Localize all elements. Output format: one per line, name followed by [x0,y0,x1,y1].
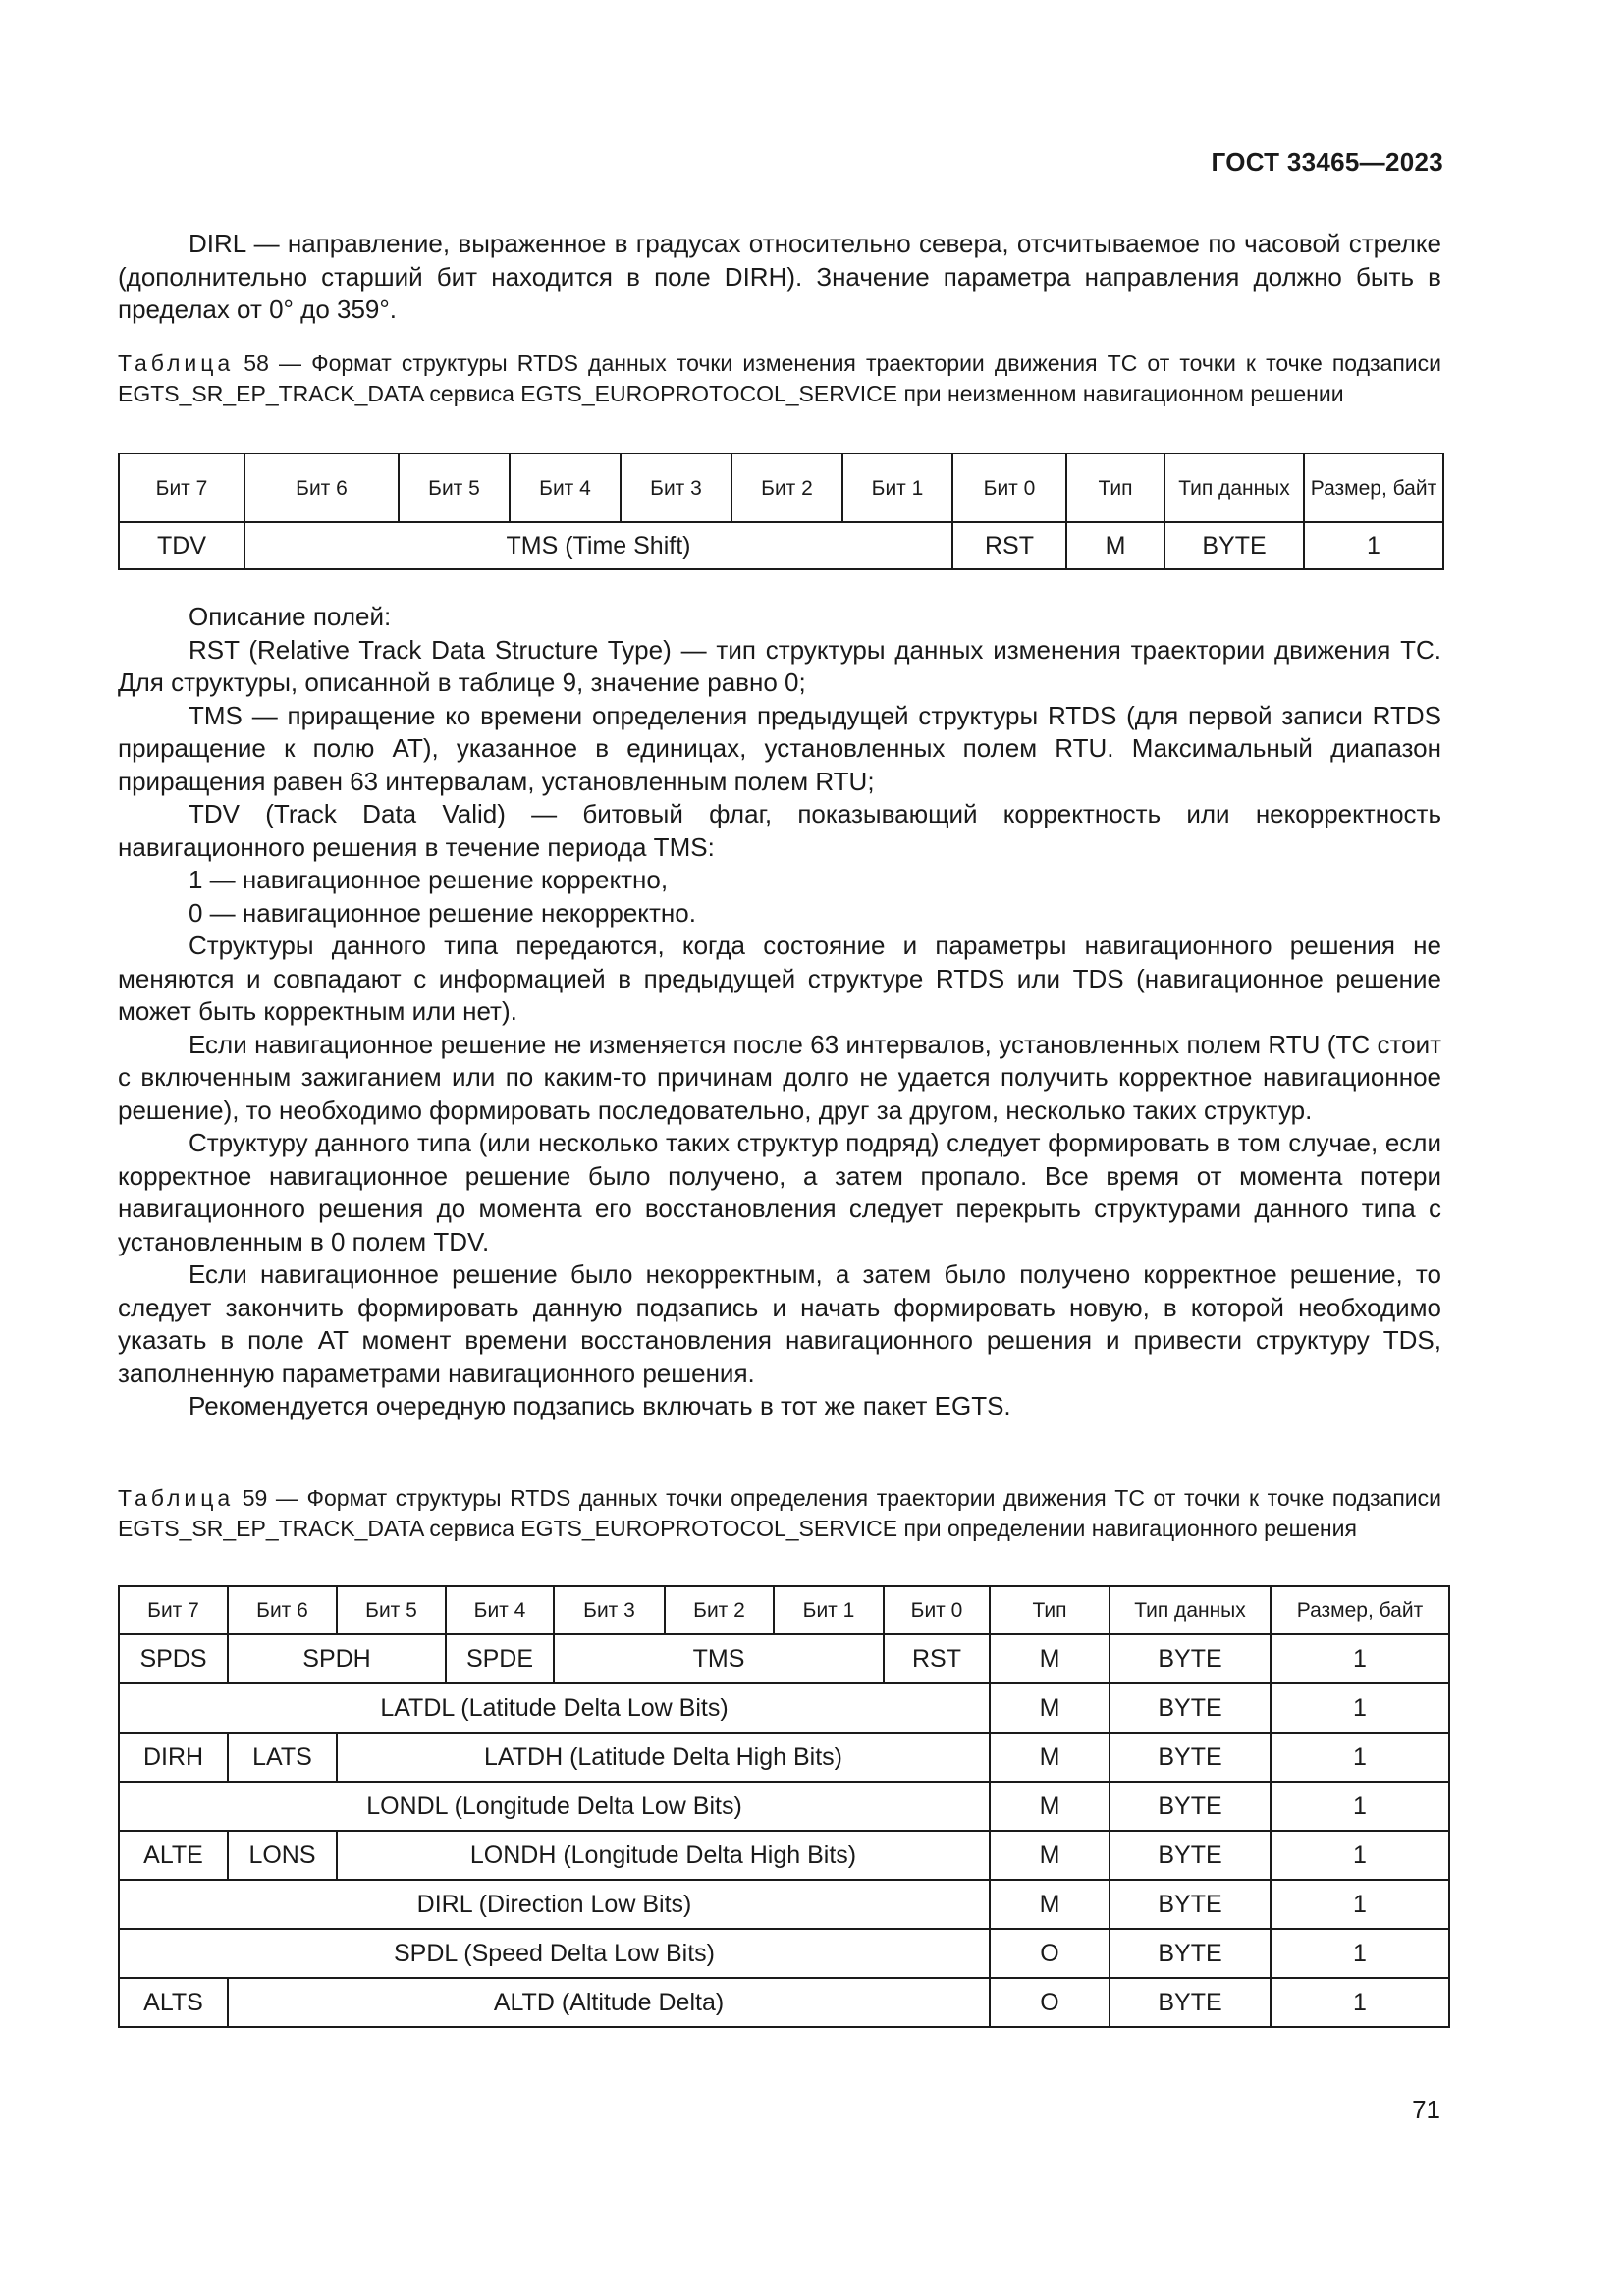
header-cell: Бит 7 [119,454,244,522]
cell-type: M [990,1782,1110,1831]
header-cell: Бит 1 [842,454,952,522]
cell-size: 1 [1271,1782,1449,1831]
header-cell: Тип [990,1586,1110,1634]
paragraph: RST (Relative Track Data Structure Type) — тип структуры данных изменения траектории движения ТС. Для структуры, описанной в таблице 9, значение равно 0; [118,634,1441,697]
header-cell: Бит 2 [665,1586,774,1634]
cell-dirh: DIRH [119,1733,228,1782]
header-cell: Бит 6 [228,1586,337,1634]
cell-data-type: BYTE [1110,1880,1271,1929]
table58-label: Таблица [118,350,235,376]
cell-data-type: BYTE [1110,1683,1271,1733]
intro-paragraph: DIRL — направление, выраженное в градусах относительно севера, отсчитываемое по часовой стрелке (дополнительно старший бит находится в поле DIRH). Значение параметра направления должно быть в пределах от 0° до 359°. [118,229,1441,324]
table59-caption [118,1483,1441,1543]
header-cell: Бит 5 [337,1586,446,1634]
header-cell: Тип данных [1110,1586,1271,1634]
header-cell: Тип [1066,454,1164,522]
table-row [119,522,1443,569]
cell-latdl: LATDL (Latitude Delta Low Bits) [119,1683,990,1733]
fields-description [118,601,1441,1423]
paragraph: Структуру данного типа (или несколько таких структур подряд) следует формировать в том случае, если корректное навигационное решение было получено, а затем пропало. Все время от момента потери навигационного решения до момента его восстановления следует перекрыть структурами данного типа с установленным в 0 полем TDV. [118,1128,1441,1256]
cell-dirl: DIRL (Direction Low Bits) [119,1880,990,1929]
cell-data-type: BYTE [1110,1831,1271,1880]
table-row [119,1929,1449,1978]
header-cell: Бит 3 [621,454,731,522]
cell-data-type: BYTE [1110,1929,1271,1978]
header-cell: Бит 4 [510,454,621,522]
cell-size: 1 [1271,1831,1449,1880]
cell-size: 1 [1271,1880,1449,1929]
paragraph: Если навигационное решение не изменяется после 63 интервалов, установленных полем RTU (ТС стоит с включенным зажиганием или по каким-то причинам долго не удается получить корректное навигационное решение), то необходимо формировать последовательно, друг за другом, несколько таких структур. [118,1029,1441,1125]
table58-caption-text: 58 — Формат структуры RTDS данных точки изменения траектории движения ТС от точки к точке подзаписи EGTS_SR_EP_TRACK_DATA сервиса EGTS_EUROPROTOCOL_SERVICE при неизменном навигационном решении [118,350,1441,406]
cell-size: 1 [1304,522,1443,569]
cell-bit7: TDV [119,522,244,569]
cell-type: O [990,1929,1110,1978]
table-row [119,1782,1449,1831]
cell-data-type: BYTE [1110,1733,1271,1782]
header-cell: Бит 2 [731,454,842,522]
table-row [119,1880,1449,1929]
paragraph: Описание полей: [189,602,392,631]
cell-data-type: BYTE [1110,1634,1271,1683]
table58-header-row [119,454,1443,522]
cell-spdh: SPDH [228,1634,446,1683]
cell-size: 1 [1271,1978,1449,2027]
paragraph: Рекомендуется очередную подзапись включать в тот же пакет EGTS. [189,1391,1011,1420]
header-cell: Бит 5 [399,454,510,522]
header-cell: Бит 6 [244,454,399,522]
table59-header-row [119,1586,1449,1634]
cell-type: M [990,1733,1110,1782]
table-row [119,1733,1449,1782]
cell-data-type: BYTE [1110,1978,1271,2027]
cell-size: 1 [1271,1683,1449,1733]
header-cell: Размер, байт [1304,454,1443,522]
cell-tms: TMS [554,1634,884,1683]
table-row [119,1978,1449,2027]
paragraph: 0 — навигационное решение некорректно. [189,897,696,928]
cell-type: O [990,1978,1110,2027]
header-cell: Бит 0 [884,1586,990,1634]
cell-bit0: RST [952,522,1066,569]
cell-londl: LONDL (Longitude Delta Low Bits) [119,1782,990,1831]
cell-altd: ALTD (Altitude Delta) [228,1978,990,2027]
table59-caption-text: 59 — Формат структуры RTDS данных точки определения траектории движения ТС от точки к точке подзаписи EGTS_SR_EP_TRACK_DATA сервиса EGTS_EUROPROTOCOL_SERVICE при определении навигационного решения [118,1485,1441,1541]
cell-londh: LONDH (Longitude Delta High Bits) [337,1831,990,1880]
header-cell: Размер, байт [1271,1586,1449,1634]
cell-size: 1 [1271,1929,1449,1978]
page-number: 71 [1412,2095,1440,2124]
header-cell: Бит 0 [952,454,1066,522]
table-row [119,1683,1449,1733]
table-row [119,1634,1449,1683]
cell-tms: TMS (Time Shift) [244,522,952,569]
table-row [119,1831,1449,1880]
cell-rst: RST [884,1634,990,1683]
header-cell: Бит 7 [119,1586,228,1634]
table59-label: Таблица [118,1485,235,1511]
header-cell: Бит 3 [554,1586,665,1634]
cell-type: M [1066,522,1164,569]
paragraph: TDV (Track Data Valid) — битовый флаг, показывающий корректность или некорректность навигационного решения в течение периода TMS: [118,799,1441,862]
paragraph: 1 — навигационное решение корректно, [189,865,669,894]
cell-lats: LATS [228,1733,337,1782]
cell-alte: ALTE [119,1831,228,1880]
cell-type: M [990,1831,1110,1880]
table-58 [118,453,1444,570]
table58-caption [118,348,1441,408]
intro-paragraph-block [118,228,1441,327]
cell-alts: ALTS [119,1978,228,2027]
header-cell: Тип данных [1164,454,1304,522]
cell-data-type: BYTE [1110,1782,1271,1831]
cell-size: 1 [1271,1733,1449,1782]
cell-size: 1 [1271,1634,1449,1683]
paragraph: Структуры данного типа передаются, когда состояние и параметры навигационного решения не меняются и совпадают с информацией в предыдущей структуре RTDS или TDS (навигационное решение может быть корректным или нет). [118,931,1441,1026]
header-cell: Бит 4 [446,1586,554,1634]
header-cell: Бит 1 [774,1586,884,1634]
cell-latdh: LATDH (Latitude Delta High Bits) [337,1733,990,1782]
cell-lons: LONS [228,1831,337,1880]
cell-spds: SPDS [119,1634,228,1683]
cell-type: M [990,1634,1110,1683]
cell-spdl: SPDL (Speed Delta Low Bits) [119,1929,990,1978]
cell-spde: SPDE [446,1634,554,1683]
cell-type: M [990,1880,1110,1929]
cell-data-type: BYTE [1164,522,1304,569]
paragraph: Если навигационное решение было некорректным, а затем было получено корректное решение, то следует закончить формировать данную подзапись и начать формировать новую, в которой необходимо указать в поле AT момент времени восстановления навигационного решения и привести структуру TDS, заполненную параметрами навигационного решения. [118,1259,1441,1388]
table-59 [118,1585,1450,2028]
cell-type: M [990,1683,1110,1733]
standard-number: ГОСТ 33465—2023 [1211,147,1443,177]
paragraph: TMS — приращение ко времени определения предыдущей структуры RTDS (для первой записи RTDS приращение к полю AT), указанное в единицах, установленных полем RTU. Максимальный диапазон приращения равен 63 интервалам, установленным полем RTU; [118,700,1441,796]
